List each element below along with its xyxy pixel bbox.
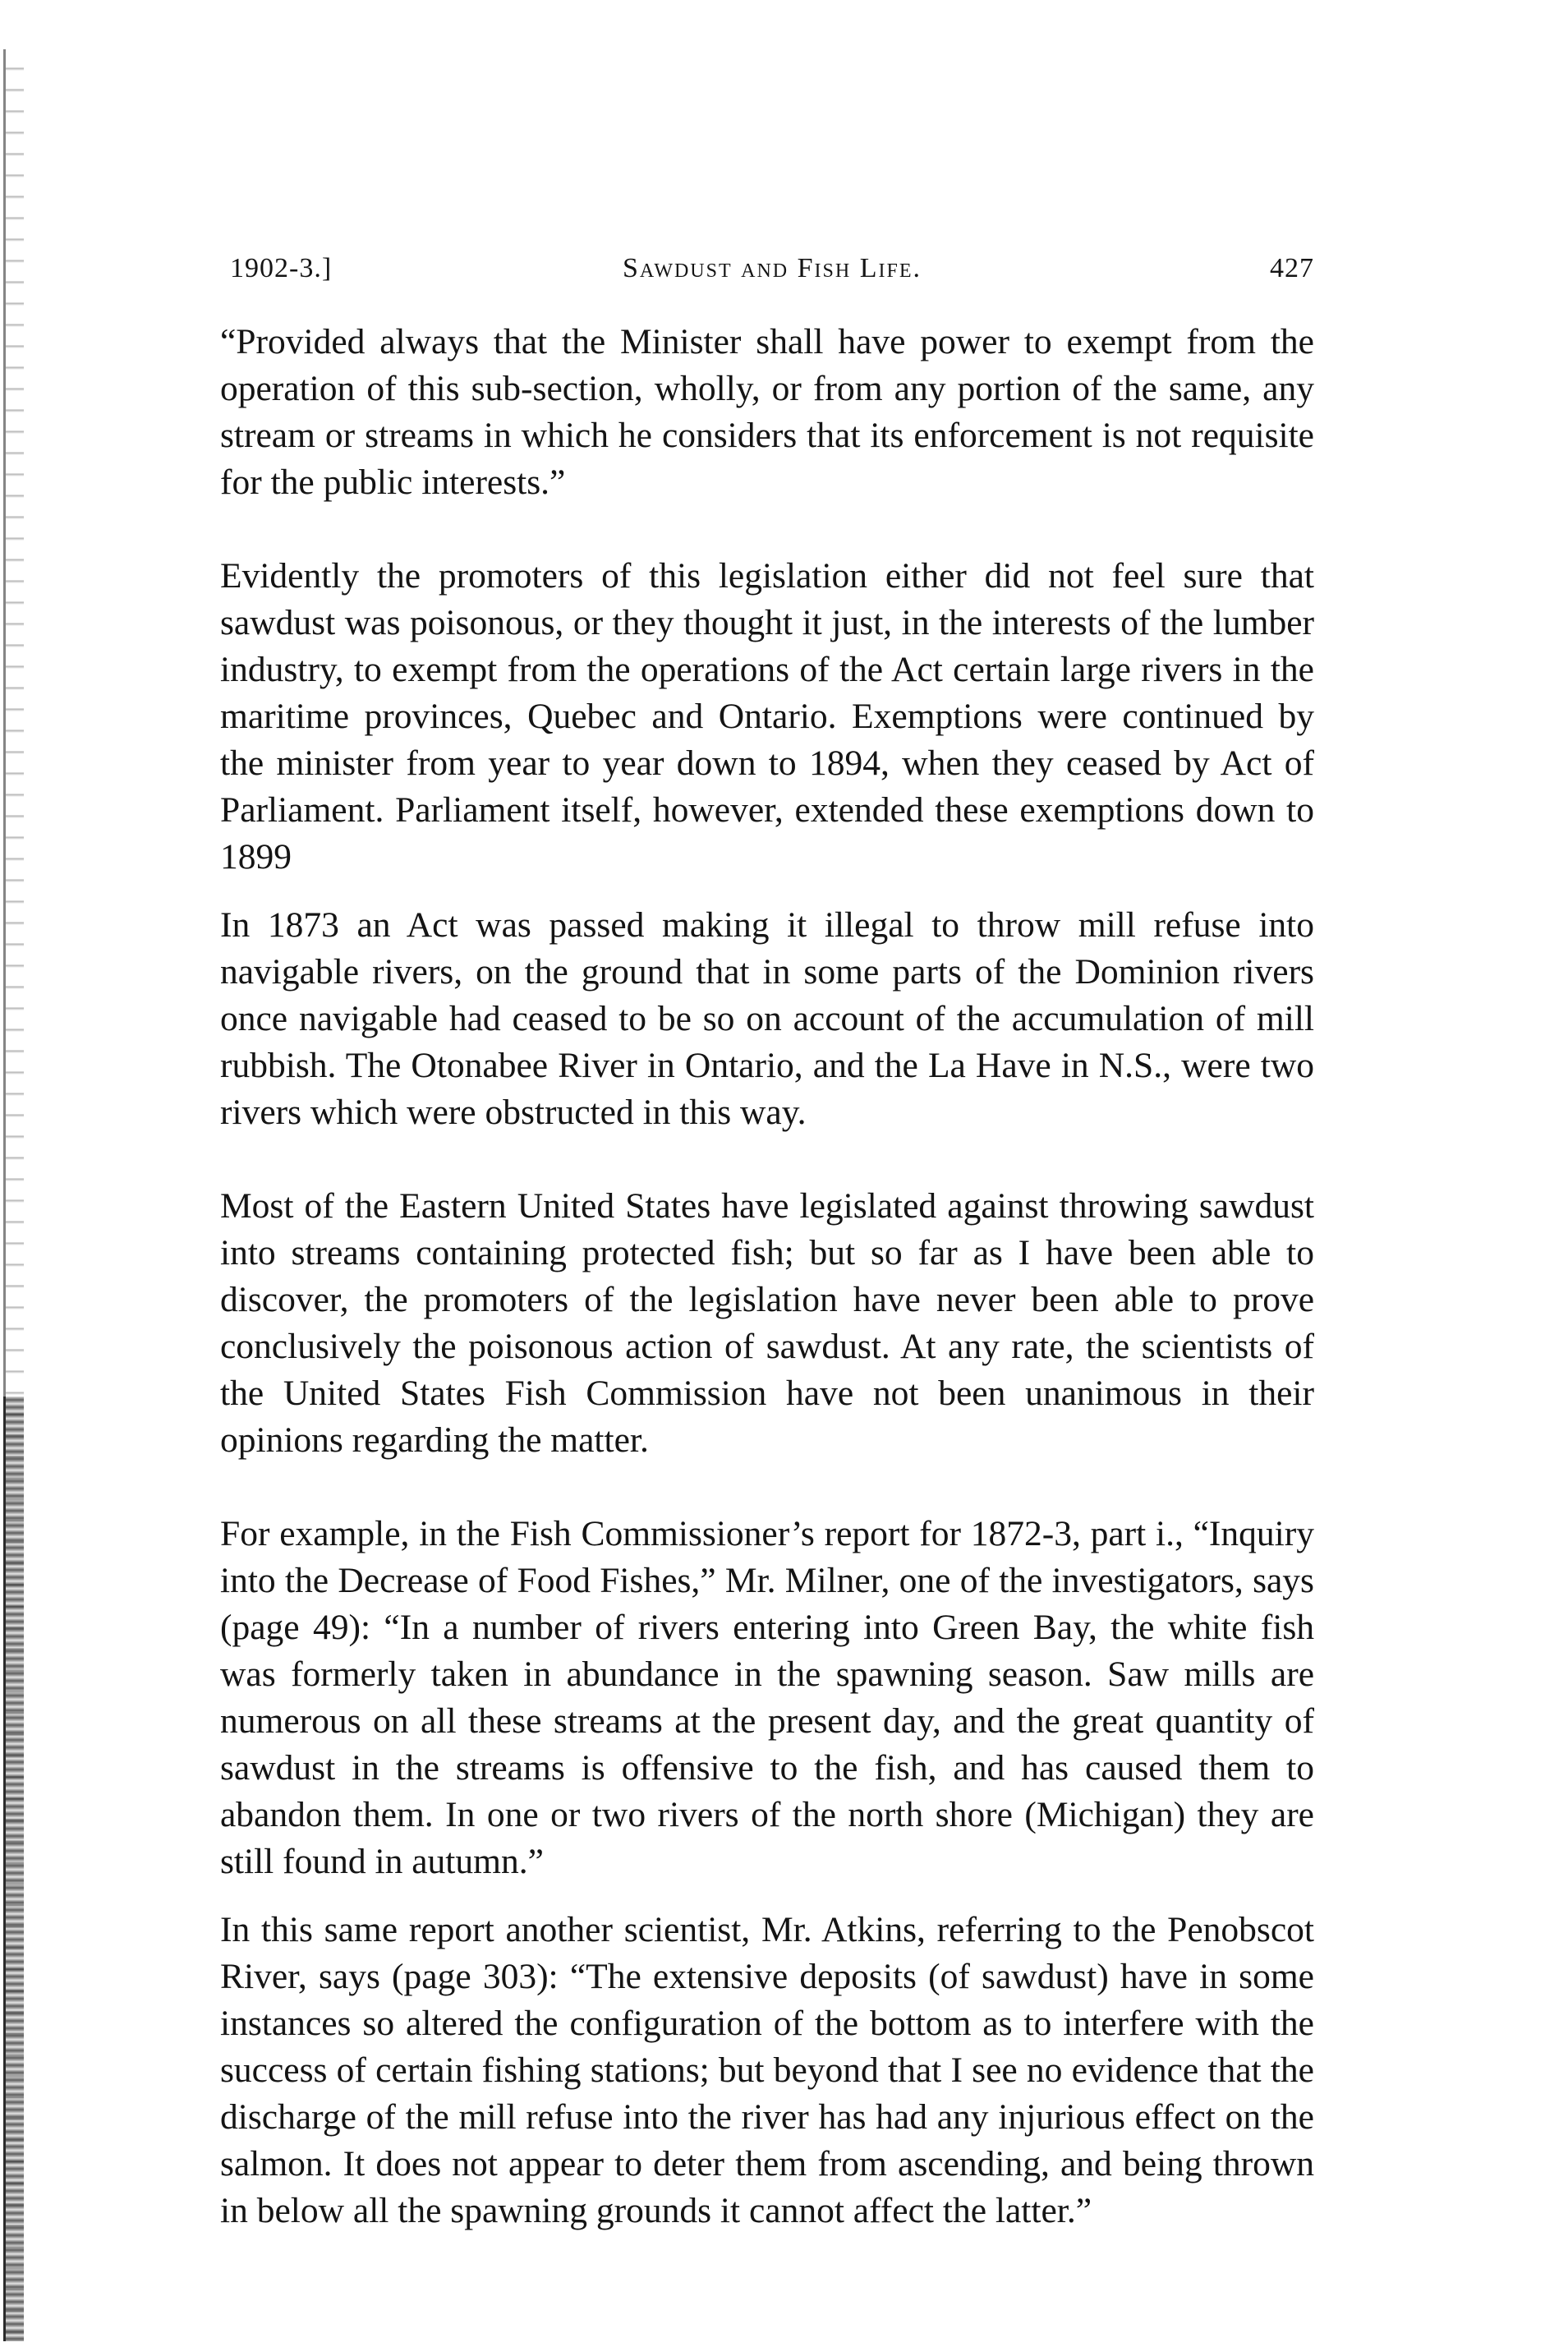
paragraph-gap <box>220 1464 1314 1511</box>
paragraph-eastern-states: Most of the Eastern United States have legislated against throwing sawdust into streams containing protected fish; but so far as I have been able to discover, the promoters of the legislation have never been able to prove conclusively the poisonous action of sawdust. At any rate, the scientists of the United States Fish Commission have not been unanimous in their opinions regarding the matter. <box>220 1186 1314 1460</box>
binding-edge-shadow <box>3 1397 24 2341</box>
paragraph-quotation: “Provided always that the Minister shall have power to exempt from the operation of this sub-section, wholly, or from any portion of the same, any stream or streams in which he considers that its enforcement is not requisite for the public interests.” <box>220 322 1314 502</box>
paragraph-1873-act: In 1873 an Act was passed making it illegal to throw mill refuse into navigable rivers, on the ground that in some parts of the Dominion rivers once navigable had ceased to be so on account of the accumulation of mill rubbish. The Otonabee River in Ontario, and the La Have in N.S., were two rivers which were obstructed in this way. <box>220 905 1314 1132</box>
paragraph-milner-report: For example, in the Fish Commissioner’s report for 1872-3, part i., “Inquiry into the Decrease of Food Fishes,” Mr. Milner, one of the investigators, says (page 49): “In a number of rivers entering into Green Bay, the white fish was formerly taken in abundance in the spawning season. Saw mills are numerous on all these streams at the present day, and the great quantity of sawdust in the streams is offensive to the fish, and has caused them to abandon them. In one or two rivers of the north shore (Michigan) they are still found in autumn.” <box>220 1514 1314 1881</box>
header-title: Sawdust and Fish Life. <box>623 253 922 283</box>
running-head <box>230 253 1314 286</box>
paragraph-atkins-report: In this same report another scientist, Mr. Atkins, referring to the Penobscot River, says (page 303): “The extensive deposits (of sawdust) have in some instances so altered the configuration of the bottom as to interfere with the success of certain fishing stations; but beyond that I see no evidence that the discharge of the mill refuse into the river has had any injurious effect on the salmon. It does not appear to deter them from ascending, and being thrown in below all the spawning grounds it cannot affect the latter.” <box>220 1910 1314 2230</box>
page-body <box>220 319 1314 2234</box>
page-number: 427 <box>1270 253 1314 283</box>
paragraph-gap <box>220 1136 1314 1183</box>
paragraph-gap <box>220 1885 1314 1907</box>
paragraph-text: Evidently the promoters of this legislation either did not feel sure that sawdust was poisonous, or they thought it just, in the interests of the lumber industry, to exempt from the operations of the Act certain large rivers in the maritime provinces, Quebec and Ontario. Exemptions were continued by the minister from year to year down to 1894, when they ceased by Act of Parliament. Parliament itself, however, extended these exemptions down to 1899 <box>220 556 1314 877</box>
paragraph-gap <box>220 881 1314 902</box>
header-date: 1902-3.] <box>230 253 333 283</box>
paragraph-evidently <box>220 553 1314 881</box>
paragraph-gap <box>220 506 1314 553</box>
